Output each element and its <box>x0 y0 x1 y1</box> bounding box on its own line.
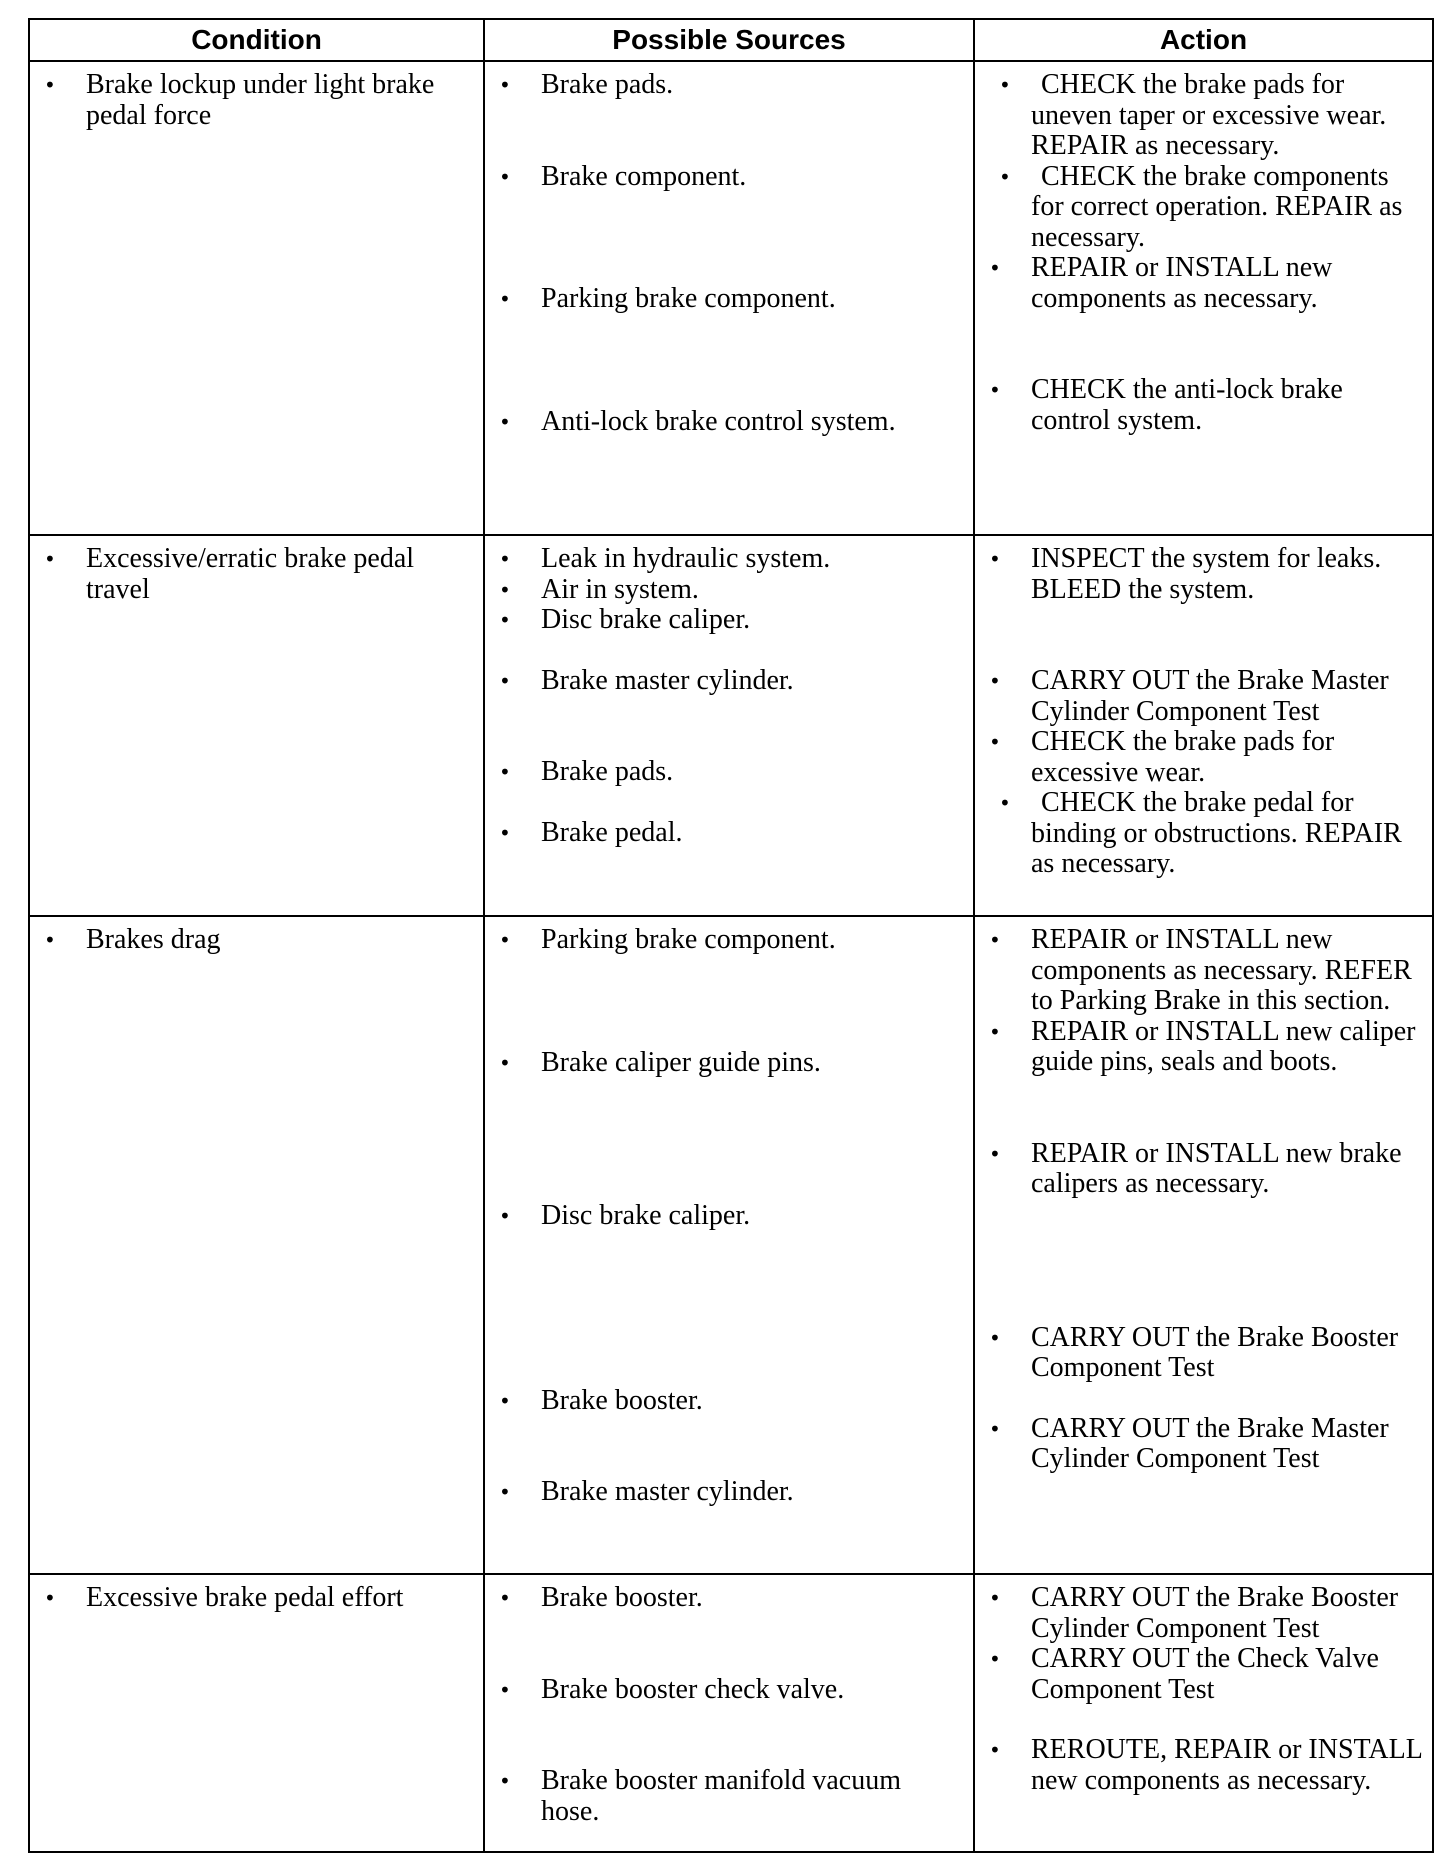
condition-text: • Brake lockup under light brake pedal force <box>30 70 483 131</box>
source-item: • Parking brake component. <box>485 284 973 315</box>
action-item: • CHECK the brake pedal for binding or obstructions. REPAIR as necessary. <box>975 788 1432 880</box>
condition-cell <box>29 1574 484 1852</box>
source-item: • Leak in hydraulic system. <box>485 544 973 575</box>
action-item: • CARRY OUT the Brake Master Cylinder Component Test <box>975 1414 1432 1475</box>
header-row <box>29 19 1433 61</box>
condition-cell <box>29 916 484 1574</box>
condition-cell <box>29 535 484 916</box>
condition-text: • Brakes drag <box>30 925 483 956</box>
sources-cell <box>484 535 974 916</box>
table-row <box>29 535 1433 916</box>
table-row <box>29 916 1433 1574</box>
action-item: • CARRY OUT the Brake Booster Component Test <box>975 1323 1432 1384</box>
action-cell <box>974 916 1433 1574</box>
action-cell <box>974 535 1433 916</box>
action-item: • REPAIR or INSTALL new caliper guide pins, seals and boots. <box>975 1017 1432 1078</box>
diagnosis-table <box>28 18 1434 1853</box>
sources-cell <box>484 61 974 535</box>
header-possible-sources: Possible Sources <box>484 19 974 61</box>
source-item: • Brake master cylinder. <box>485 1477 973 1508</box>
source-item: • Brake pedal. <box>485 818 973 849</box>
action-item: • REPAIR or INSTALL new brake calipers as necessary. <box>975 1139 1432 1200</box>
source-item: • Parking brake component. <box>485 925 973 956</box>
diagnosis-sheet <box>28 18 1432 1854</box>
action-cell <box>974 61 1433 535</box>
condition-cell <box>29 61 484 535</box>
source-item: • Air in system. <box>485 575 973 606</box>
source-item: • Disc brake caliper. <box>485 1201 973 1232</box>
source-item: • Brake booster. <box>485 1386 973 1417</box>
table-row <box>29 1574 1433 1852</box>
source-item: • Anti-lock brake control system. <box>485 407 973 438</box>
header-condition: Condition <box>29 19 484 61</box>
action-item: • CHECK the brake components for correct operation. REPAIR as necessary. <box>975 162 1432 254</box>
action-item: • CARRY OUT the Check Valve Component Test <box>975 1644 1432 1705</box>
sources-cell <box>484 916 974 1574</box>
source-item: • Disc brake caliper. <box>485 605 973 636</box>
action-item: • CHECK the brake pads for excessive wear. <box>975 727 1432 788</box>
action-cell <box>974 1574 1433 1852</box>
action-item: • CARRY OUT the Brake Master Cylinder Component Test <box>975 666 1432 727</box>
action-item: • REPAIR or INSTALL new components as necessary. REFER to Parking Brake in this section. <box>975 925 1432 1017</box>
condition-text: • Excessive brake pedal effort <box>30 1583 483 1614</box>
source-item: • Brake caliper guide pins. <box>485 1048 973 1079</box>
condition-text: • Excessive/erratic brake pedal travel <box>30 544 483 605</box>
source-item: • Brake master cylinder. <box>485 666 973 697</box>
source-item: • Brake pads. <box>485 70 973 101</box>
action-item: • REPAIR or INSTALL new components as necessary. <box>975 253 1432 314</box>
source-item: • Brake booster manifold vacuum hose. <box>485 1766 973 1827</box>
action-item: • CHECK the anti-lock brake control system. <box>975 375 1432 436</box>
sources-cell <box>484 1574 974 1852</box>
action-item: • CARRY OUT the Brake Booster Cylinder Component Test <box>975 1583 1432 1644</box>
source-item: • Brake component. <box>485 162 973 193</box>
source-item: • Brake booster check valve. <box>485 1675 973 1706</box>
source-item: • Brake booster. <box>485 1583 973 1614</box>
action-item: • REROUTE, REPAIR or INSTALL new components as necessary. <box>975 1735 1432 1796</box>
header-action: Action <box>974 19 1433 61</box>
table-row <box>29 61 1433 535</box>
action-item: • CHECK the brake pads for uneven taper or excessive wear. REPAIR as necessary. <box>975 70 1432 162</box>
action-item: • INSPECT the system for leaks. BLEED the system. <box>975 544 1432 605</box>
source-item: • Brake pads. <box>485 757 973 788</box>
